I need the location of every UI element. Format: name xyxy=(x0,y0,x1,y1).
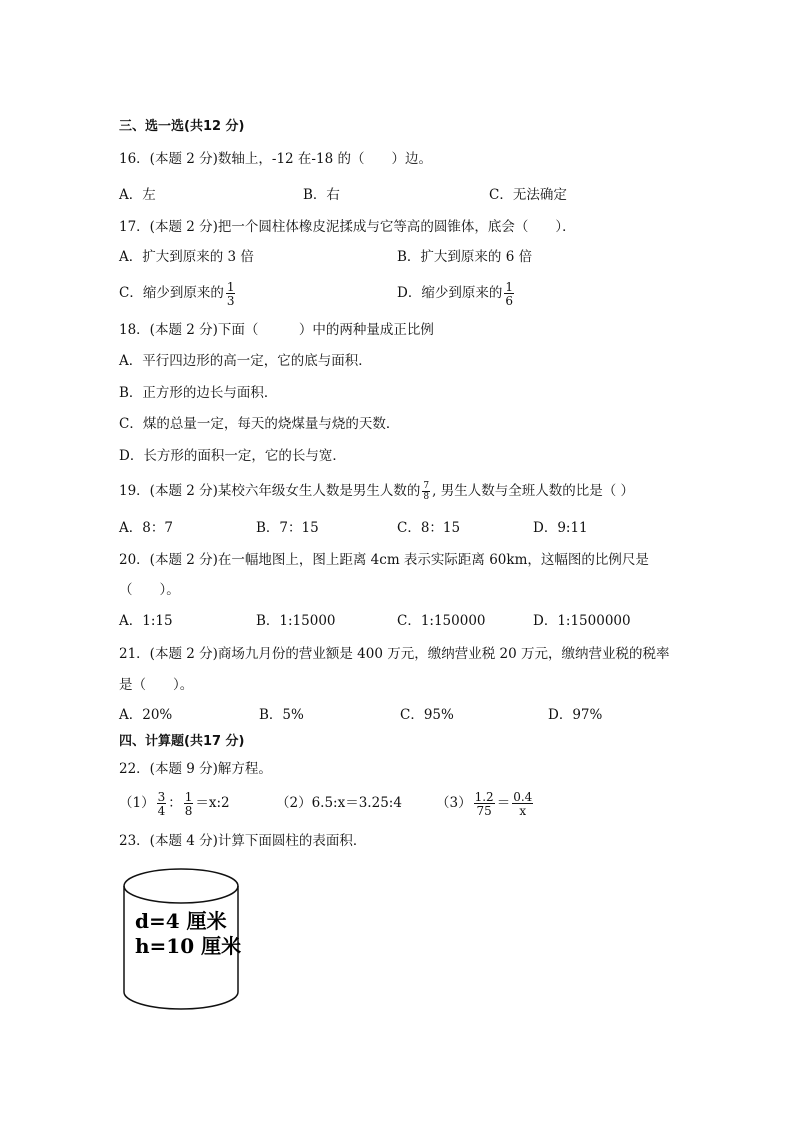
q17-option-c-fraction xyxy=(226,281,236,307)
q22-part-1-rest: ＝x:2 xyxy=(195,795,230,811)
q22-part-1-label: （1） xyxy=(119,795,155,811)
q22-part-1-fraction-a xyxy=(157,791,167,817)
fraction-denominator: x xyxy=(519,803,527,818)
q20-option-d: D．1:1500000 xyxy=(533,613,631,629)
question-22-stem: 22．(本题 9 分)解方程。 xyxy=(119,761,272,777)
q22-part-1-colon: ： xyxy=(168,795,182,811)
fraction-numerator: 7 xyxy=(423,480,430,491)
fraction-numerator: 3 xyxy=(157,789,166,804)
fraction-denominator: 3 xyxy=(226,293,235,308)
question-21-stem-continued: 是（ ）。 xyxy=(119,677,194,693)
fraction-numerator: 1 xyxy=(505,279,513,294)
question-19-stem xyxy=(119,480,634,502)
q17-option-b: B．扩大到原来的 6 倍 xyxy=(397,249,533,265)
q22-part-3-equals: ＝ xyxy=(496,795,511,811)
section-4-title: 四、计算题(共17 分) xyxy=(119,734,245,749)
q22-part-1 xyxy=(119,786,230,820)
fraction-denominator: 4 xyxy=(157,803,166,818)
q17-option-d-fraction xyxy=(504,281,514,307)
fraction-numerator: 0.4 xyxy=(513,789,533,804)
q18-option-c: C．煤的总量一定，每天的烧煤量与烧的天数． xyxy=(119,416,400,432)
q19-option-b: B．7：15 xyxy=(256,520,319,536)
question-20-stem: 20．(本题 2 分)在一幅地图上，图上距离 4cm 表示实际距离 60km，这幅图的比例尺是 xyxy=(119,552,649,568)
q17-option-d xyxy=(397,278,516,308)
q22-part-2: （2）6.5:x＝3.25:4 xyxy=(276,795,402,811)
fraction-denominator: 6 xyxy=(505,293,513,308)
section-3-title: 三、选一选(共12 分) xyxy=(119,119,245,134)
q21-option-a: A．20% xyxy=(119,707,173,723)
q18-option-d: D．长方形的面积一定，它的长与宽． xyxy=(119,448,346,464)
q18-option-b: B．正方形的边长与面积． xyxy=(119,385,278,401)
question-20-stem-continued: （ ）。 xyxy=(119,582,180,598)
q19-option-d: D．9:11 xyxy=(533,520,588,536)
cylinder-height-label: h=10 厘米 xyxy=(135,934,242,958)
question-21-stem: 21．(本题 2 分)商场九月份的营业额是 400 万元，缴纳营业税 20 万元，缴纳营业税的税率 xyxy=(119,646,670,662)
question-17-stem: 17．(本题 2 分)把一个圆柱体橡皮泥揉成与它等高的圆锥体，底会（ ）． xyxy=(119,219,576,235)
q21-option-b: B．5% xyxy=(259,707,304,723)
fraction-numerator: 1.2 xyxy=(474,789,494,804)
q16-option-c: C．无法确定 xyxy=(489,187,567,203)
q16-option-a: A．左 xyxy=(119,187,156,203)
q22-part-3-label: （3） xyxy=(436,795,472,811)
q19-option-a: A．8：7 xyxy=(119,520,173,536)
q19-stem-part-a: 19．(本题 2 分)某校六年级女生人数是男生人数的 xyxy=(119,483,421,499)
question-23-stem: 23．(本题 4 分)计算下面圆柱的表面积． xyxy=(119,833,367,849)
fraction-numerator: 1 xyxy=(226,279,235,294)
q17-option-a: A．扩大到原来的 3 倍 xyxy=(119,249,254,265)
q18-option-a: A．平行四边形的高一定，它的底与面积． xyxy=(119,353,372,369)
q16-option-b: B．右 xyxy=(303,187,340,203)
q17-option-c xyxy=(119,278,237,308)
fraction-denominator: 8 xyxy=(184,803,193,818)
cylinder-diameter-label: d=4 厘米 xyxy=(135,909,227,933)
question-18-stem: 18．(本题 2 分)下面（ ）中的两种量成正比例 xyxy=(119,322,434,338)
question-16-stem: 16．(本题 2 分)数轴上，-12 在-18 的（ ）边。 xyxy=(119,151,432,167)
q19-option-c: C．8：15 xyxy=(397,520,461,536)
fraction-numerator: 1 xyxy=(184,789,193,804)
q20-option-c: C．1:150000 xyxy=(397,613,486,629)
q17-option-c-text: C．缩少到原来的 xyxy=(119,285,224,301)
q21-option-c: C．95% xyxy=(400,707,454,723)
fraction-denominator: 75 xyxy=(476,803,492,818)
q20-option-a: A．1:15 xyxy=(119,613,173,629)
q22-part-3 xyxy=(436,786,535,820)
q19-fraction xyxy=(422,482,430,502)
q19-stem-part-b: , 男生人数与全班人数的比是（ ） xyxy=(432,483,634,499)
q21-option-d: D．97% xyxy=(548,707,603,723)
q22-part-3-fraction-a xyxy=(474,791,495,817)
fraction-denominator: 8 xyxy=(423,491,430,502)
q17-option-d-text: D．缩少到原来的 xyxy=(397,285,503,301)
q22-part-3-fraction-b xyxy=(512,791,533,817)
q20-option-b: B．1:15000 xyxy=(256,613,336,629)
q22-part-1-fraction-b xyxy=(184,791,194,817)
